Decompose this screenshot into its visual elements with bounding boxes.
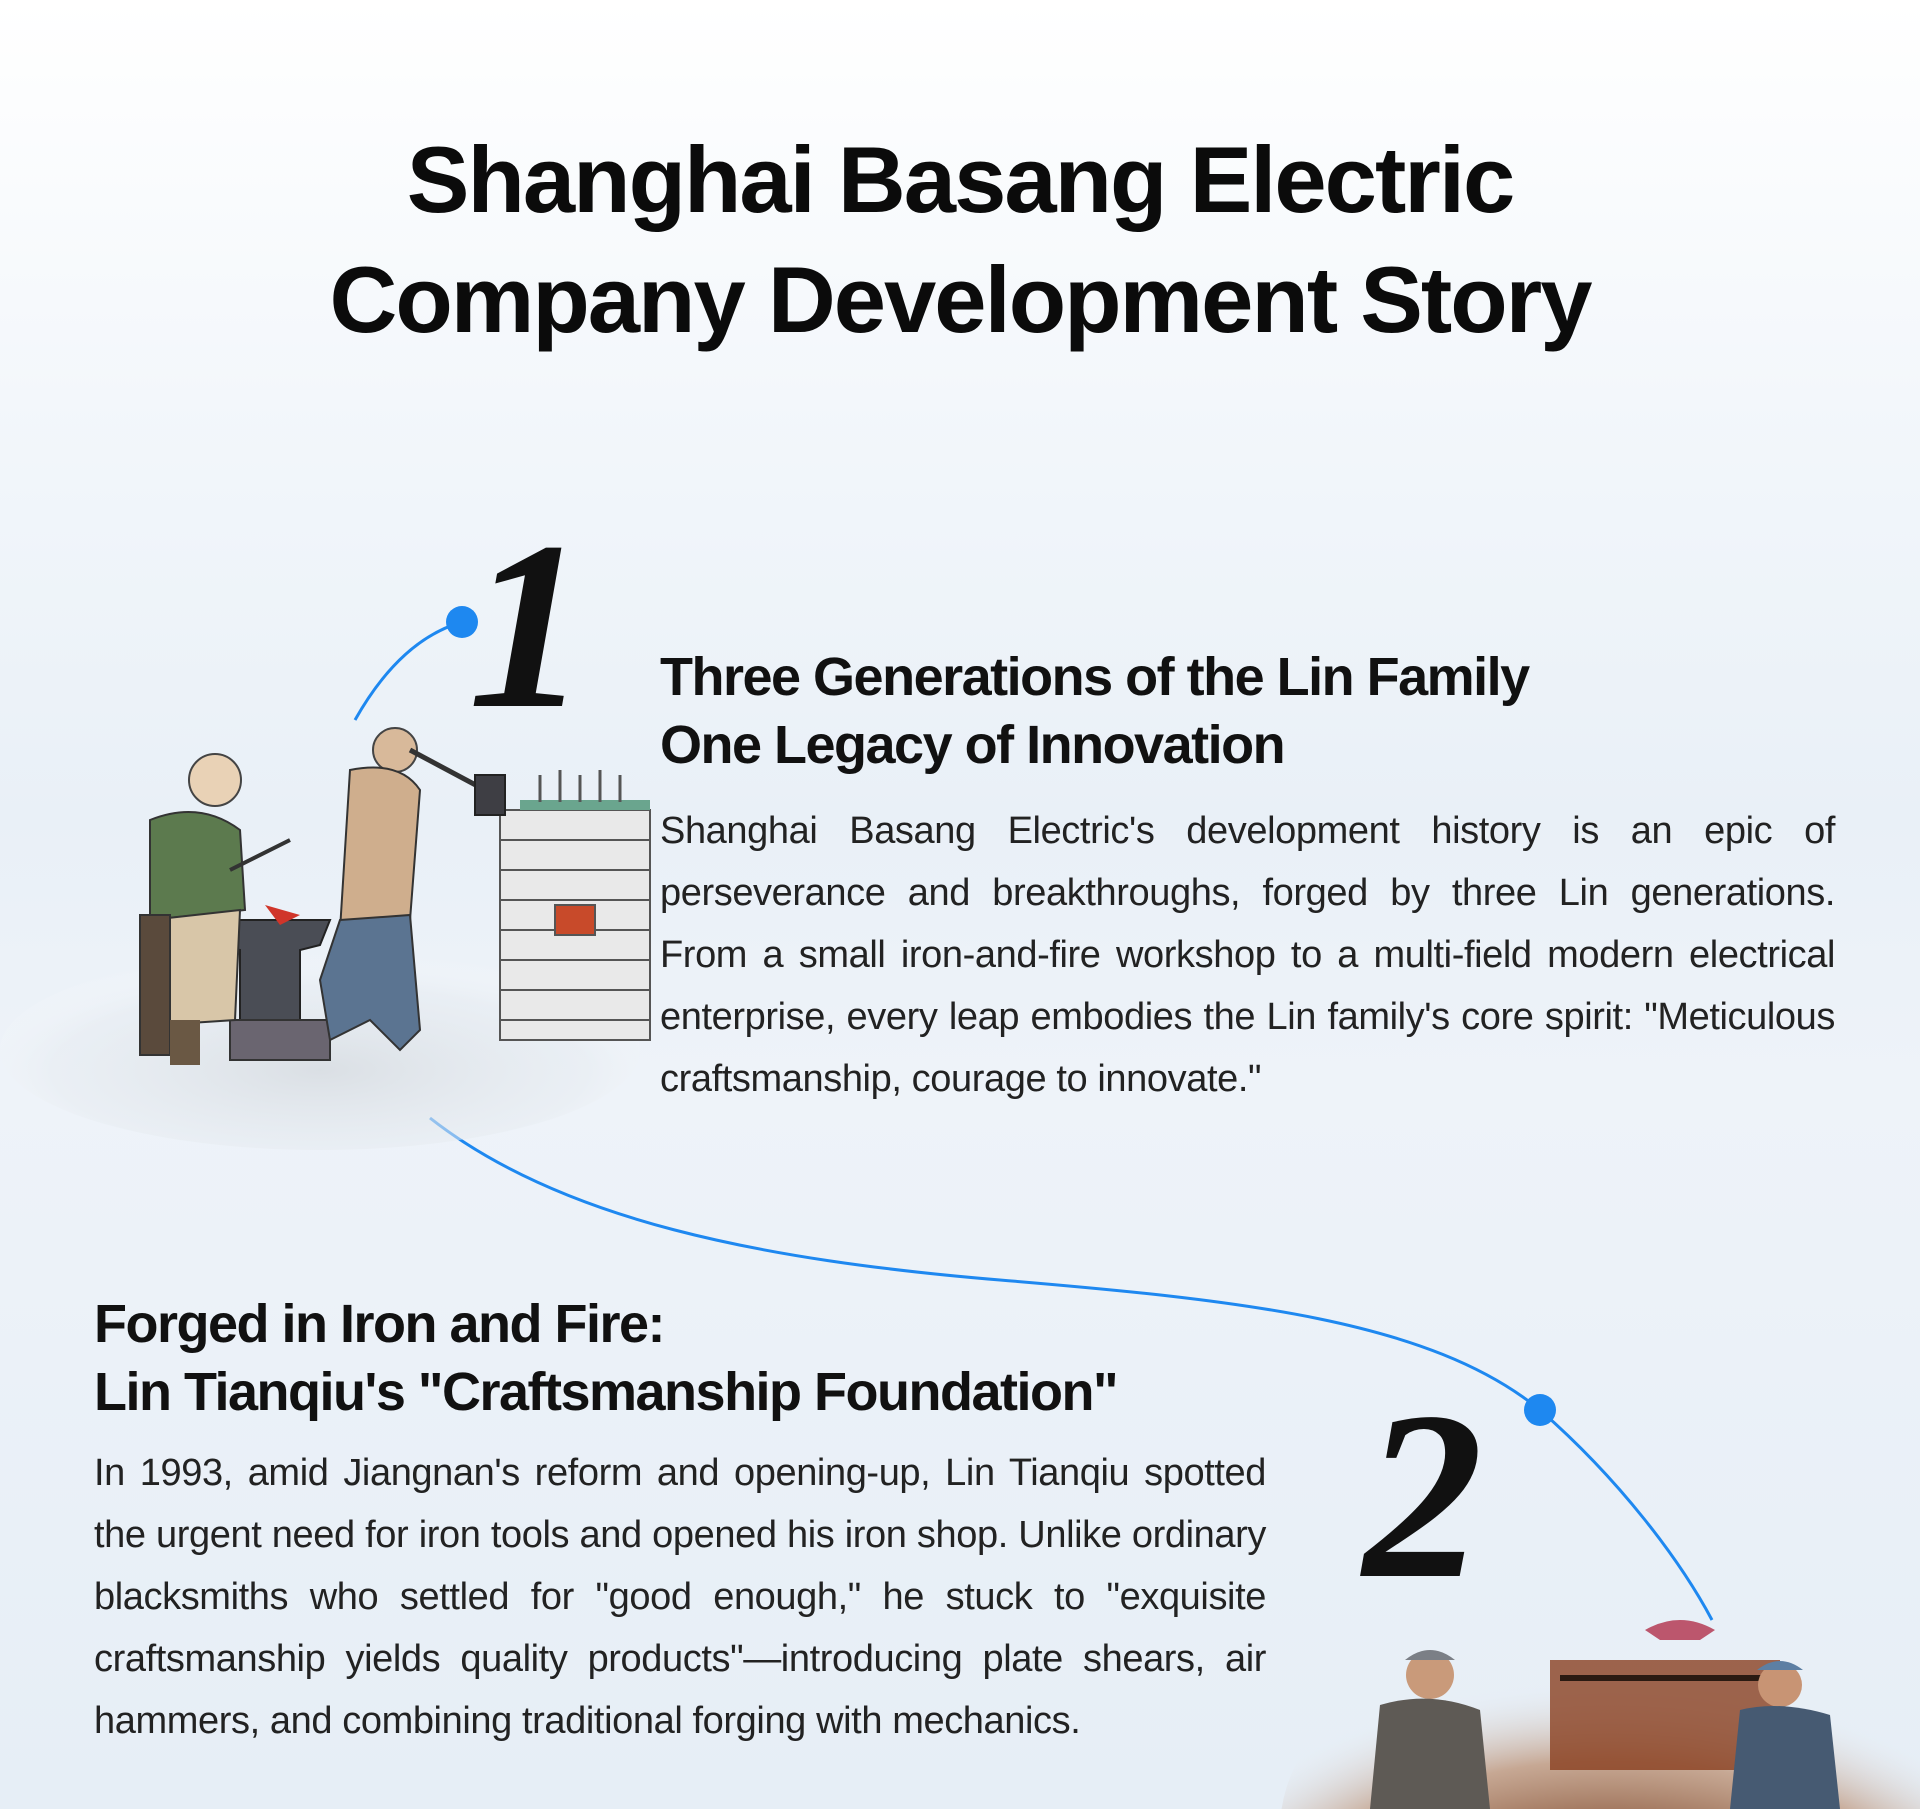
section-1-heading xyxy=(660,643,1860,779)
timeline-path-top xyxy=(355,622,462,720)
furnace xyxy=(500,810,650,1040)
timeline-dot-2 xyxy=(1524,1394,1556,1426)
section-2-heading xyxy=(94,1290,1294,1426)
section-2-body: In 1993, amid Jiangnan's reform and opening-up, Lin Tianqiu spotted the urgent need for iron tools and opened his iron shop. Unlike ordinary blacksmiths who settled for "good enough," he stuck to "exquisite craftsmanship yields quality products"—introducing plate shears, air hammers, and combining traditional forging with mechanics. xyxy=(94,1452,1266,1742)
section-1-body: Shanghai Basang Electric's development history is an epic of perseverance and breakthroughs, forged by three Lin generations. From a small iron-and-fire workshop to a multi-field modern electrical enterprise, every leap embodies the Lin family's core spirit: "Meticulous craftsmanship, courage to innovate." xyxy=(660,810,1835,1100)
section-2-heading-line-2: Lin Tianqiu's "Craftsmanship Foundation" xyxy=(94,1362,1118,1422)
page-title-line-2: Company Development Story xyxy=(329,247,1591,352)
blacksmith-illustration xyxy=(0,720,660,1150)
page-title-line-1: Shanghai Basang Electric xyxy=(406,127,1514,232)
iron-shop-photo xyxy=(1260,1600,1920,1809)
section-number-2: 2 xyxy=(1363,1362,1483,1628)
section-1-heading-line-1: Three Generations of the Lin Family xyxy=(660,647,1529,707)
section-2-heading-line-1: Forged in Iron and Fire: xyxy=(94,1294,664,1354)
section-number-1: 1 xyxy=(468,492,588,758)
section-1-heading-line-2: One Legacy of Innovation xyxy=(660,715,1285,775)
